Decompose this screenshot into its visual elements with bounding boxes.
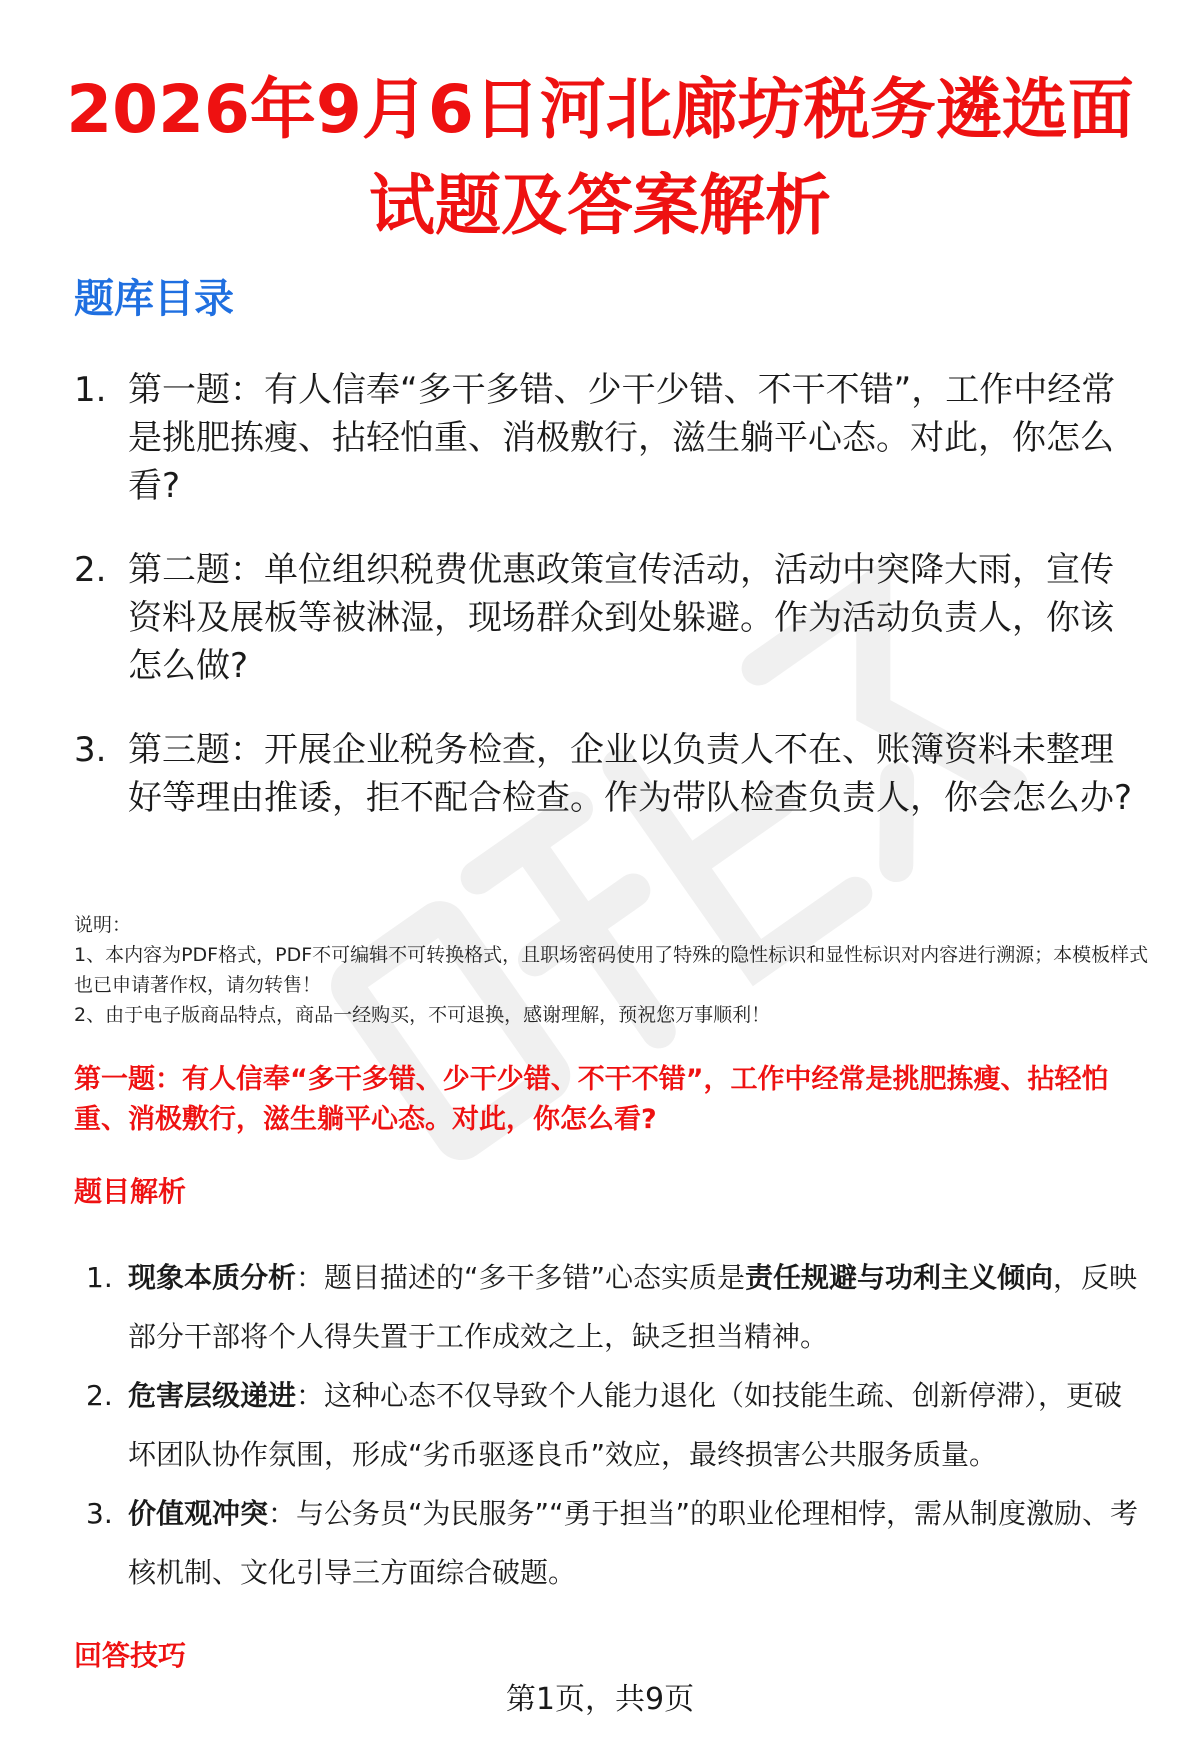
toc-heading: 题库目录 — [74, 276, 234, 322]
toc-item-text: 第二题：单位组织税费优惠政策宣传活动，活动中突降大雨，宣传资料及展板等被淋湿，现场群众到处躲避。作为活动负责人，你该怎么做? — [128, 550, 1114, 686]
notes-line-2: 2、由于电子版商品特点，商品一经购买，不可退换，感谢理解，预祝您万事顺利！ — [74, 1004, 771, 1026]
toc-item — [74, 726, 1144, 822]
toc-item-number: 1. — [74, 370, 107, 410]
toc-list — [74, 366, 1144, 858]
analysis-item-text: ：这种心态不仅导致个人能力退化（如技能生疏、创新停滞），更破坏团队协作氛围，形成“劣币驱逐良币”效应，最终损害公共服务质量。 — [128, 1379, 1123, 1471]
analysis-item-title: 现象本质分析 — [128, 1261, 297, 1294]
analysis-item-title: 危害层级递进 — [128, 1379, 297, 1412]
page-footer: 第1页，共9页 — [505, 1682, 695, 1717]
analysis-list — [86, 1248, 1146, 1602]
analysis-item — [86, 1366, 1146, 1484]
analysis-item — [86, 1248, 1146, 1366]
toc-item-text: 第三题：开展企业税务检查，企业以负责人不在、账簿资料未整理好等理由推诿，拒不配合检查。作为带队检查负责人，你会怎么办? — [128, 730, 1133, 818]
question-heading: 第一题：有人信奉“多干多错、少干少错、不干不错”，工作中经常是挑肥拣瘦、拈轻怕重、消极敷行，滋生躺平心态。对此，你怎么看? — [74, 1064, 1109, 1135]
analysis-item-text: ：题目描述的“多干多错”心态实质是 — [296, 1261, 746, 1294]
tips-label: 回答技巧 — [74, 1639, 187, 1672]
analysis-item-number: 1. — [86, 1261, 113, 1294]
toc-item-text: 第一题：有人信奉“多干多错、少干少错、不干不错”，工作中经常是挑肥拣瘦、拈轻怕重、消极敷行，滋生躺平心态。对此，你怎么看? — [128, 370, 1116, 506]
toc-item-number: 2. — [74, 550, 107, 590]
analysis-label: 题目解析 — [74, 1175, 187, 1208]
analysis-item — [86, 1484, 1146, 1602]
analysis-item-number: 2. — [86, 1379, 113, 1412]
analysis-item-emphasis: 责任规避与功利主义倾向 — [745, 1261, 1054, 1294]
analysis-item-text: ：与公务员“为民服务”“勇于担当”的职业伦理相悖，需从制度激励、考核机制、文化引导三方面综合破题。 — [128, 1497, 1139, 1589]
notes-line-1: 1、本内容为PDF格式，PDF不可编辑不可转换格式，且职场密码使用了特殊的隐性标识和显性标识对内容进行溯源；本模板样式也已申请著作权，请勿转售！ — [74, 944, 1149, 996]
analysis-item-title: 价值观冲突 — [128, 1497, 269, 1530]
toc-item — [74, 546, 1144, 690]
page-title: 2026年9月6日河北廊坊税务遴选面试题及答案解析 — [66, 71, 1134, 244]
toc-item-number: 3. — [74, 730, 107, 770]
notes-block — [74, 910, 1164, 1030]
toc-item — [74, 366, 1144, 510]
analysis-item-text-end: ，反映部分干部将个人得失置于工作成效之上，缺乏担当精神。 — [128, 1261, 1138, 1353]
analysis-item-number: 3. — [86, 1497, 113, 1530]
notes-label: 说明： — [74, 914, 132, 936]
